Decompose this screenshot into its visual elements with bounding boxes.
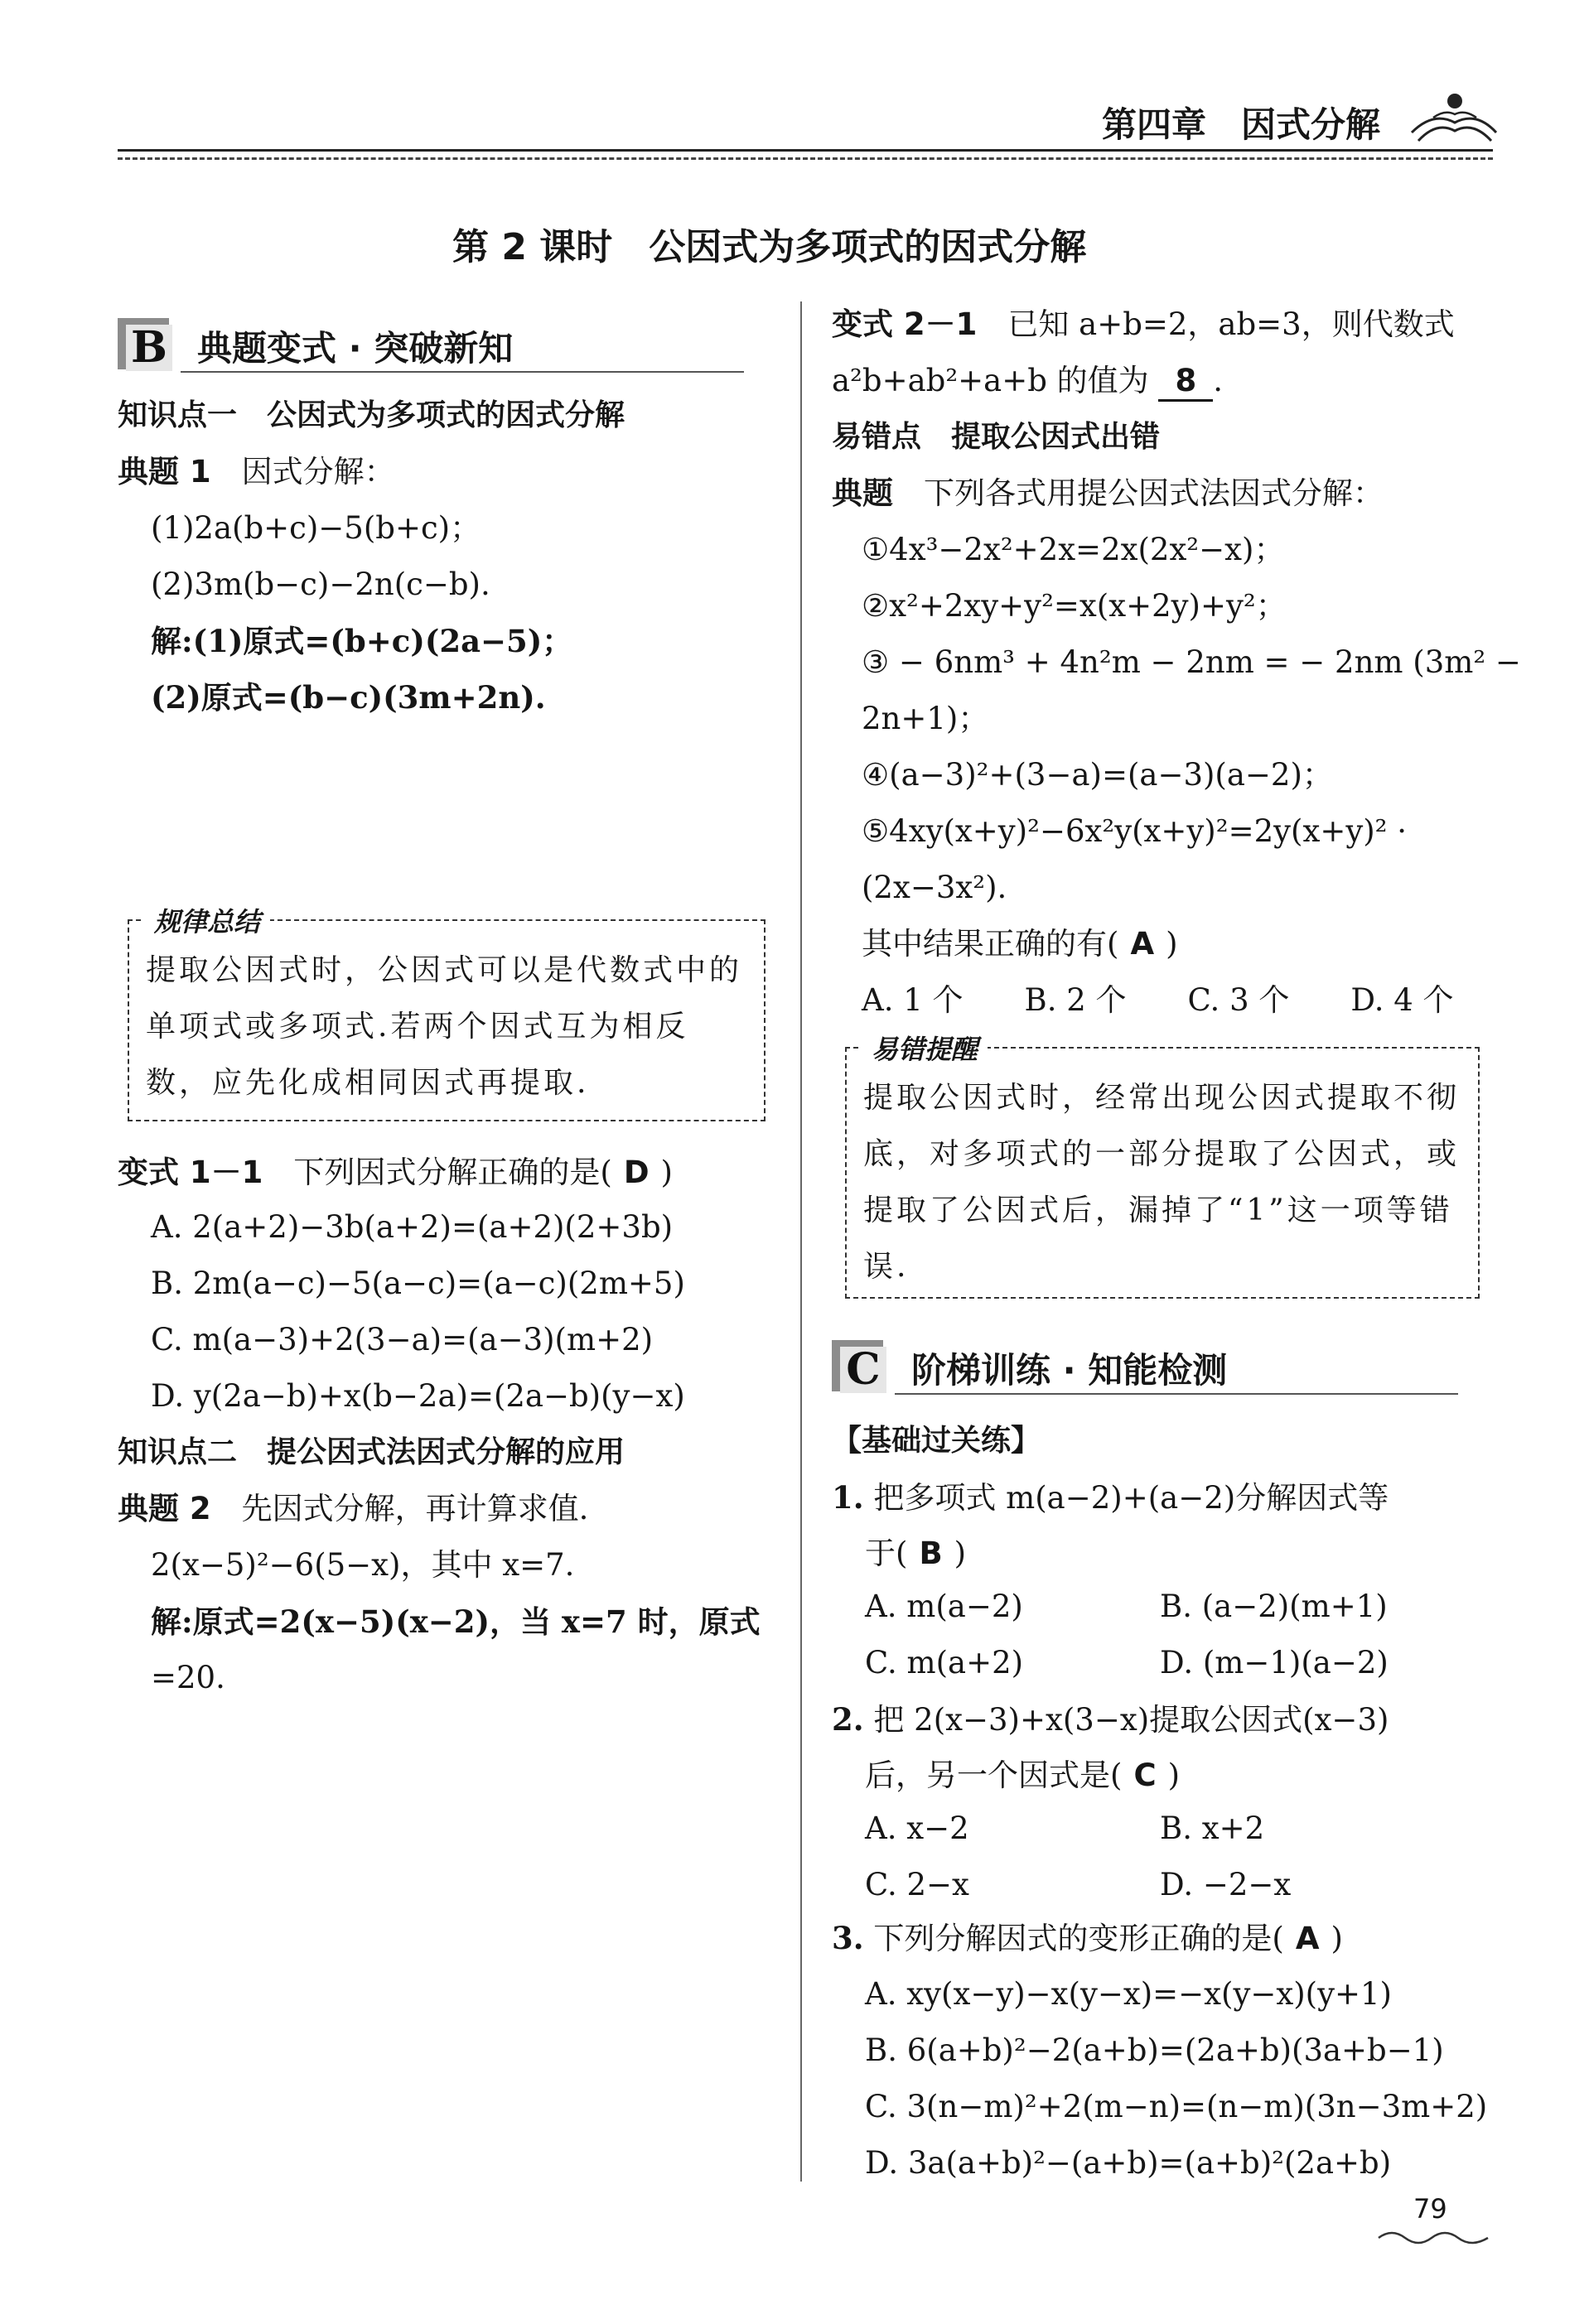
example-2-expression: 2(x−5)²−6(5−x)，其中 x=7. (151, 1547, 575, 1583)
error-example-item-1: ①4x³−2x²+2x=2x(2x²−x)； (862, 532, 1285, 567)
error-example-item-4: ④(a−3)²+(3−a)=(a−3)(a−2)； (862, 757, 1333, 793)
question-1-option-b: B. (a−2)(m+1) (1160, 1589, 1388, 1624)
knowledge-point-2: 知识点二 提公因式法因式分解的应用 (118, 1435, 625, 1469)
error-warning-body: 提取公因式时，经常出现公因式提取不彻底，对多项式的一部分提取了公因式，或提取了公因式后，漏掉了“1”这一项等错误. (863, 1081, 1461, 1284)
question-2-option-a: A. x−2 (865, 1811, 969, 1846)
header-rule-dashed (118, 157, 1493, 160)
error-example-item-3a: ③ − 6nm³ + 4n²m − 2nm = − 2nm (3m² − (862, 644, 1521, 680)
question-2: 2. 把 2(x−3)+x(3−x)提取公因式(x−3) (832, 1701, 1389, 1738)
question-1-option-a: A. m(a−2) (865, 1589, 1023, 1624)
question-2-answer: C (1133, 1757, 1157, 1793)
question-2-option-b: B. x+2 (1160, 1811, 1265, 1846)
error-example-item-5b: (2x−3x²). (862, 870, 1007, 905)
question-2-option-d: D. −2−x (1160, 1867, 1292, 1902)
section-b-header (118, 318, 747, 373)
variant-1-1: 变式 1－1 下列因式分解正确的是( D ) (118, 1155, 673, 1190)
error-example-item-2: ②x²+2xy+y²=x(x+2y)+y²； (862, 588, 1287, 624)
question-3-option-b: B. 6(a+b)²−2(a+b)=(2a+b)(3a+b−1) (865, 2032, 1444, 2068)
example-1-solution-2: (2)原式=(b−c)(3m+2n). (151, 679, 546, 716)
question-3-option-c: C. 3(n−m)²+2(m−n)=(n−m)(3n−3m+2) (865, 2089, 1488, 2124)
error-warning-box (845, 1034, 1480, 1299)
rule-summary-body: 提取公因式时，公因式可以是代数式中的单项式或多项式.若两个因式互为相反数，应先化成相同因式再提取. (146, 953, 743, 1100)
question-3-option-d: D. 3a(a+b)²−(a+b)=(a+b)²(2a+b) (865, 2145, 1392, 2181)
error-example-item-5a: ⑤4xy(x+y)²−6x²y(x+y)²=2y(x+y)² · (862, 813, 1408, 849)
header-ornament-icon (1408, 89, 1500, 147)
example-1-solution-1: 解:(1)原式=(b+c)(2a−5)； (151, 623, 573, 659)
section-c-title: 阶梯训练 · 知能检测 (911, 1350, 1228, 1391)
example-1-q1: (1)2a(b+c)−5(b+c)； (151, 510, 481, 546)
section-c-badge: C (832, 1340, 886, 1395)
section-c-header (832, 1340, 1461, 1395)
example-2-solution-1: 解:原式=2(x−5)(x−2)，当 x=7 时，原式 (151, 1603, 761, 1640)
variant-1-1-answer: D (623, 1155, 650, 1190)
error-example-answer: A (1130, 926, 1155, 962)
header-rule (118, 149, 1493, 152)
question-3-option-a: A. xy(x−y)−x(y−x)=−x(y−x)(y+1) (865, 1976, 1392, 2012)
question-1-option-d: D. (m−1)(a−2) (1160, 1645, 1389, 1680)
error-example-choices: A. 1 个 B. 2 个 C. 3 个 D. 4 个 (862, 982, 1454, 1018)
variant-2-1-expression: a²b+ab²+a+b 的值为 8 . (832, 363, 1223, 402)
question-3: 3. 下列分解因式的变形正确的是( A ) (832, 1920, 1343, 1956)
error-example: 典题 下列各式用提公因式法因式分解： (832, 475, 1384, 511)
error-example-item-3b: 2n+1)； (862, 701, 989, 736)
question-1-answer: B (919, 1536, 943, 1571)
chapter-header: 第四章 因式分解 (1102, 104, 1381, 145)
example-2: 典题 2 先因式分解，再计算求值. (118, 1491, 589, 1526)
page-number: 79 (1413, 2193, 1447, 2225)
variant-2-1: 变式 2－1 已知 a+b=2，ab=3，则代数式 (832, 306, 1455, 342)
question-2-option-c: C. 2−x (865, 1867, 969, 1902)
rule-summary-box (128, 906, 766, 1121)
example-1: 典题 1 因式分解： (118, 454, 395, 489)
variant-1-1-option-d: D. y(2a−b)+x(b−2a)=(2a−b)(y−x) (151, 1378, 685, 1414)
page-ornament-icon (1375, 2226, 1491, 2248)
example-1-q2: (2)3m(b−c)−2n(c−b). (151, 567, 490, 602)
column-divider (800, 301, 802, 2182)
variant-1-1-option-b: B. 2m(a−c)−5(a−c)=(a−c)(2m+5) (151, 1266, 685, 1301)
error-example-question: 其中结果正确的有( A ) (862, 926, 1178, 962)
variant-1-1-option-a: A. 2(a+2)−3b(a+2)=(a+2)(2+3b) (151, 1209, 674, 1245)
rule-summary-title: 规律总结 (144, 901, 270, 939)
question-1: 1. 把多项式 m(a−2)+(a−2)分解因式等 (832, 1479, 1389, 1516)
question-2-cont: 后，另一个因式是( C ) (865, 1757, 1181, 1793)
example-2-solution-2: =20. (151, 1660, 225, 1695)
variant-2-1-answer: 8 (1158, 363, 1213, 402)
error-point-heading: 易错点 提取公因式出错 (832, 420, 1161, 454)
question-1-option-c: C. m(a+2) (865, 1645, 1024, 1680)
lesson-title: 第 2 课时 公因式为多项式的因式分解 (452, 226, 1087, 268)
section-b-title: 典题变式 · 突破新知 (197, 328, 514, 369)
knowledge-point-1: 知识点一 公因式为多项式的因式分解 (118, 398, 625, 432)
question-1-cont: 于( B ) (865, 1536, 967, 1571)
question-3-answer: A (1295, 1921, 1320, 1956)
basic-practice-heading: 【基础过关练】 (832, 1424, 1041, 1458)
error-warning-title: 易错提醒 (862, 1029, 988, 1067)
variant-1-1-option-c: C. m(a−3)+2(3−a)=(a−3)(m+2) (151, 1322, 654, 1357)
section-b-badge: B (118, 318, 172, 373)
